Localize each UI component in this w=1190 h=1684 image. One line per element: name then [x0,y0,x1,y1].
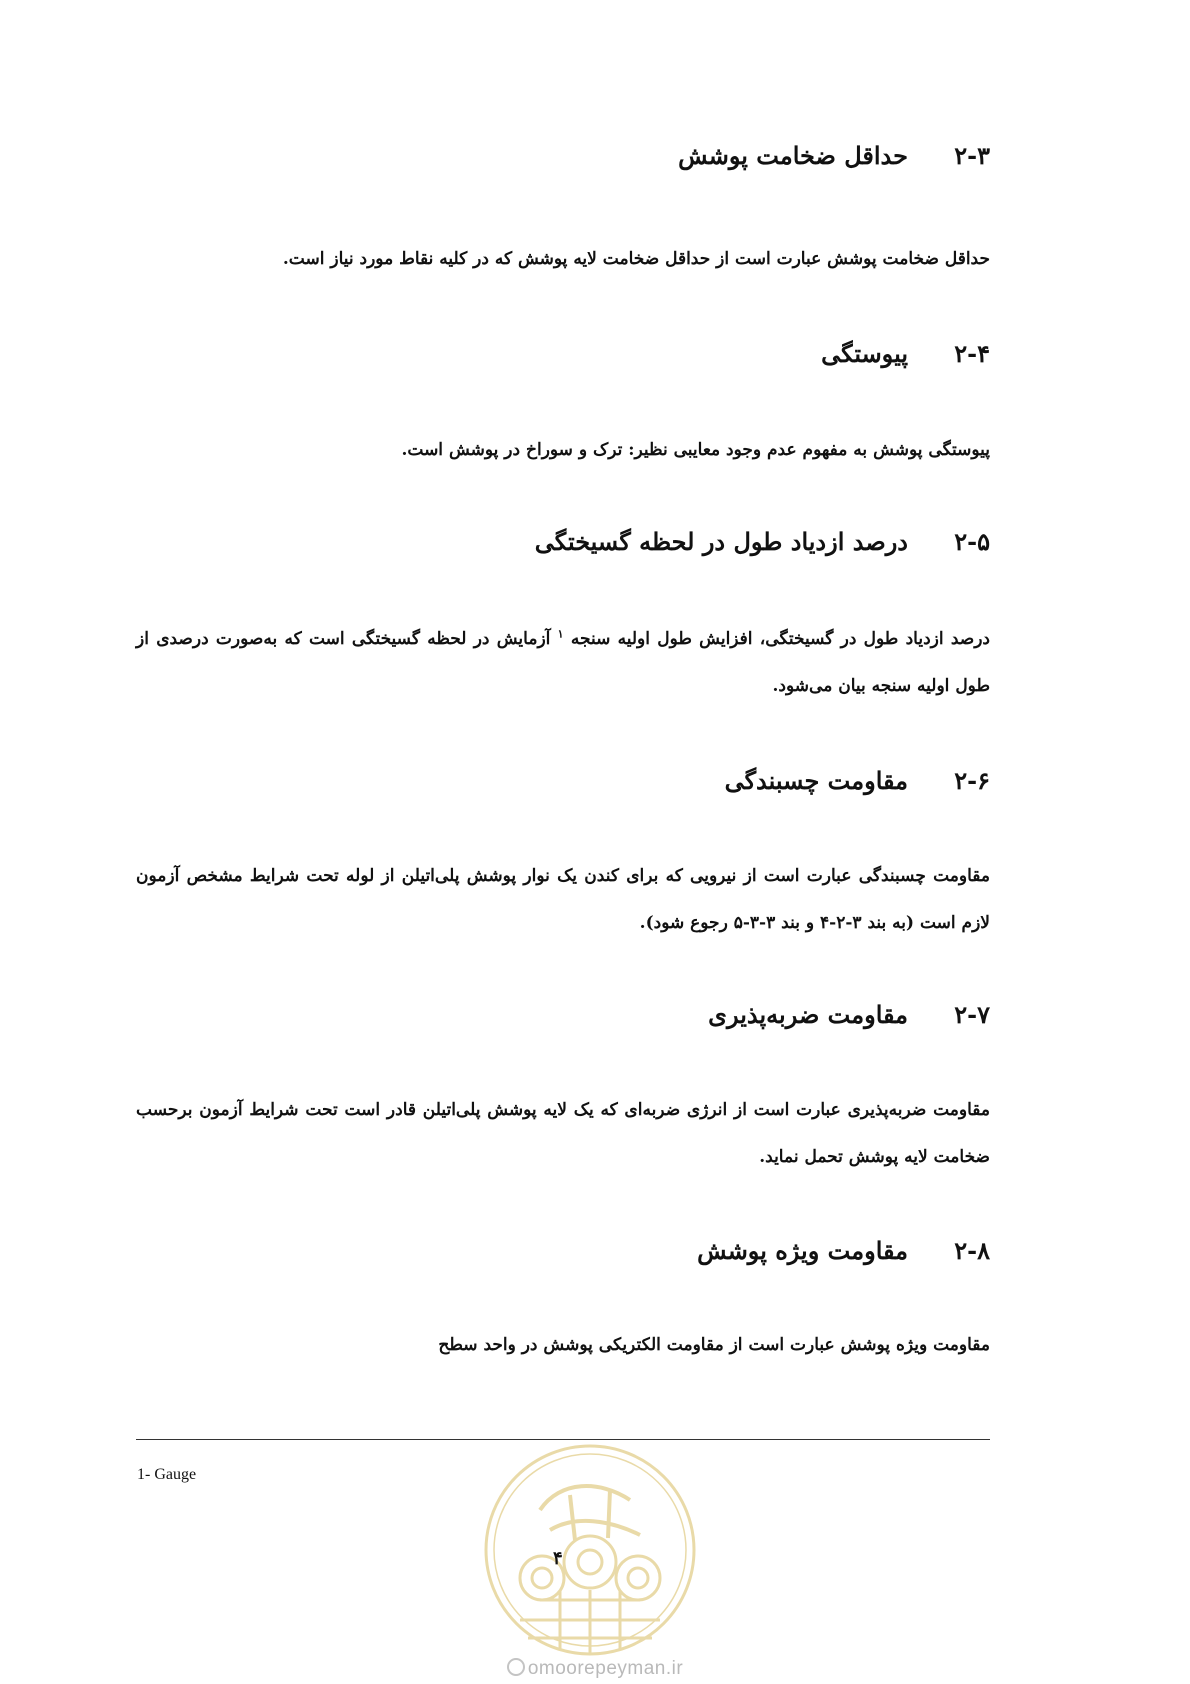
section-title: پیوستگی [821,339,908,368]
section-heading-2-4 [821,339,990,368]
section-number: ۲-۳ [954,141,990,170]
watermark-url-text: omoorepeyman.ir [527,1658,684,1679]
section-heading-2-8 [697,1236,990,1265]
page-number: ۴ [553,1548,563,1569]
section-number: ۲-۶ [954,766,990,795]
footnote: 1- Gauge [137,1466,197,1483]
section-number: ۲-۷ [954,1000,990,1029]
watermark-url [0,1658,1190,1680]
section-title: درصد ازدیاد طول در لحظه گسیختگی [534,527,908,556]
section-body-2-7: مقاومت ضربه‌پذیری عبارت است از انرژی ضربه‌ای که یک لایه پوشش پلی‌اتیلن قادر است تحت شرایط آزمون برحسب ضخامت لایه پوشش تحمل نماید. [136,1100,990,1167]
section-heading-2-7 [708,1000,990,1029]
section-body-2-4: پیوستگی پوشش به مفهوم عدم وجود معایبی نظیر: ترک و سوراخ در پوشش است. [401,440,990,460]
section-heading-2-3 [678,141,990,170]
section-body-2-8: مقاومت ویژه پوشش عبارت است از مقاومت الکتریکی پوشش در واحد سطح [438,1335,990,1355]
section-title: مقاومت چسبندگی [724,766,908,795]
section-body-2-5 [136,616,990,710]
section-number: ۲-۵ [954,527,990,556]
seal-watermark-logo [480,1440,700,1660]
section-heading-2-6 [725,766,990,795]
footnote-marker: ۱ [557,627,564,641]
section-body-2-3: حداقل ضخامت پوشش عبارت است از حداقل ضخامت لایه پوشش که در کلیه نقاط مورد نیاز است. [282,249,990,269]
body-text-before-note: درصد ازدیاد طول در گسیختگی، افزایش طول اولیه سنجه [570,629,990,649]
section-title: مقاومت ویژه پوشش [697,1236,908,1265]
section-number: ۲-۴ [954,339,990,368]
globe-icon [507,1658,525,1676]
section-body-2-6: مقاومت چسبندگی عبارت است از نیرویی که برای کندن یک نوار پوشش پلی‌اتیلن از لوله تحت شرایط مشخص آزمون لازم است (به بند ۳-۲-۴ و بند ۳-۳-۵ رجوع شود). [136,866,990,933]
body-text-after-note: آزمایش در لحظه گسیختگی است که به‌صورت درصدی از طول اولیه سنجه بیان می‌شود. [136,629,990,696]
section-heading-2-5 [535,527,990,556]
section-title: مقاومت ضربه‌پذیری [708,1000,908,1029]
section-title: حداقل ضخامت پوشش [678,141,908,170]
section-number: ۲-۸ [954,1236,990,1265]
